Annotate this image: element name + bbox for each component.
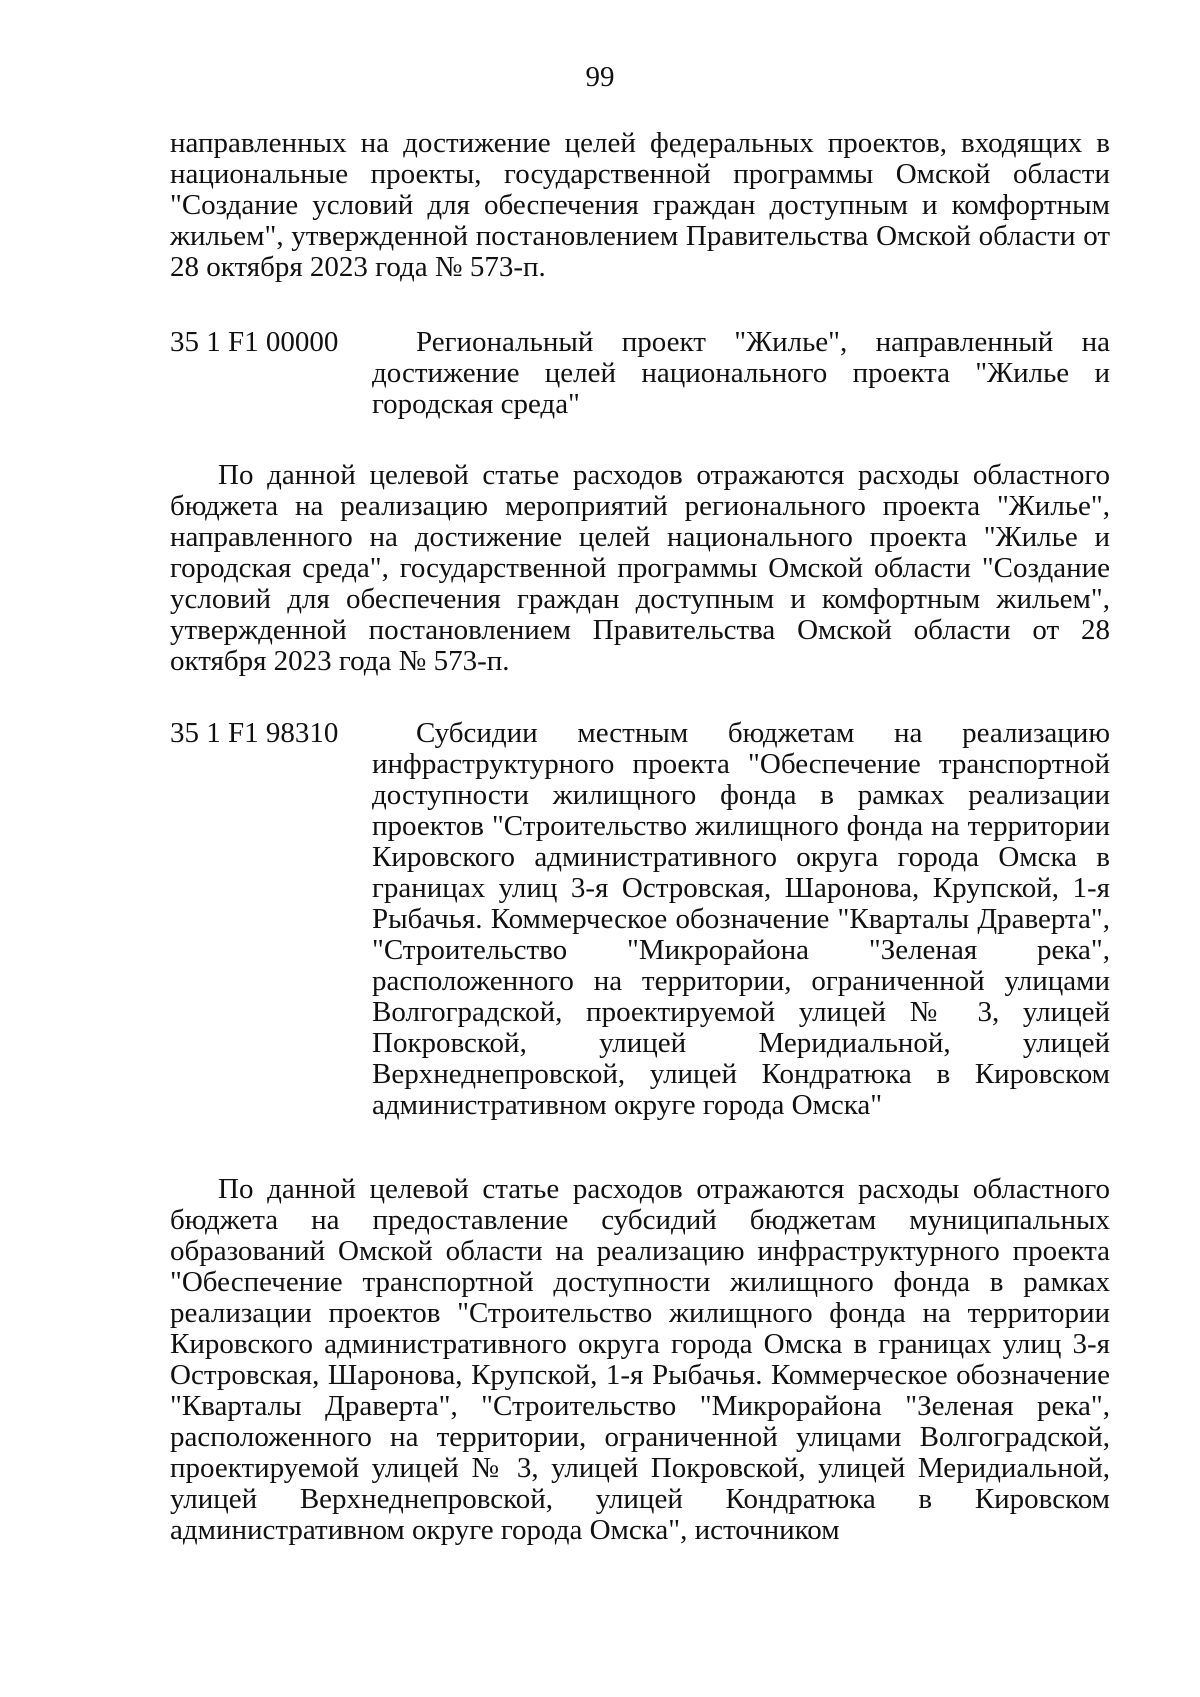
budget-entry-description: По данной целевой статье расходов отражаются расходы областного бюджета на предоставление субсидий бюджетам муниципальных образований Омской области на реализацию инфраструктурного проекта "Обеспечение транспортной доступности жилищного фонда в рамках реализации проектов "Строительство жилищного фонда на территории Кировского административного округа города Омска в границах улиц 3-я Островская, Шаронова, Крупской, 1-я Рыбачья. Коммерческое обозначение "Кварталы Драверта", "Строительство "Микрорайона "Зеленая река", расположенного на территории, ограниченной улицами Волгоградской, проектируемой улицей № 3, улицей Покровской, улицей Меридиальной, улицей Верхнеднепровской, улицей Кондратюка в Кировском административном округе города Омска", источником — [170, 1173, 1110, 1546]
budget-entry-title: Региональный проект "Жилье", направленный на достижение целей национального проекта "Жилье и городская среда" — [372, 326, 1110, 420]
budget-entry-title: Субсидии местным бюджетам на реализацию инфраструктурного проекта "Обеспечение транспортной доступности жилищного фонда в рамках реализации проектов "Строительство жилищного фонда на территории Кировского административного округа города Омска в границах улиц 3-я Островская, Шаронова, Крупской, 1-я Рыбачья. Коммерческое обозначение "Кварталы Драверта", "Строительство "Микрорайона "Зеленая река", расположенного на территории, ограниченной улицами Волгоградской, проектируемой улицей № 3, улицей Покровской, улицей Меридиальной, улицей Верхнеднепровской, улицей Кондратюка в Кировском административном округе города Омска" — [372, 717, 1110, 1121]
page-number: 99 — [585, 61, 615, 93]
budget-entry-description: По данной целевой статье расходов отражаются расходы областного бюджета на реализацию мероприятий регионального проекта "Жилье", направленного на достижение целей национального проекта "Жилье и городская среда", государственной программы Омской области "Создание условий для обеспечения граждан доступным и комфортным жильем", утвержденной постановлением Правительства Омской области от 28 октября 2023 года № 573-п. — [170, 459, 1110, 677]
budget-code: 35 1 F1 00000 — [170, 326, 339, 358]
intro-paragraph: направленных на достижение целей федеральных проектов, входящих в национальные проекты, государственной программы Омской области "Создание условий для обеспечения граждан доступным и комфортным жильем", утвержденной постановлением Правительства Омской области от 28 октября 2023 года № 573-п. — [170, 127, 1110, 283]
budget-code: 35 1 F1 98310 — [170, 717, 339, 749]
